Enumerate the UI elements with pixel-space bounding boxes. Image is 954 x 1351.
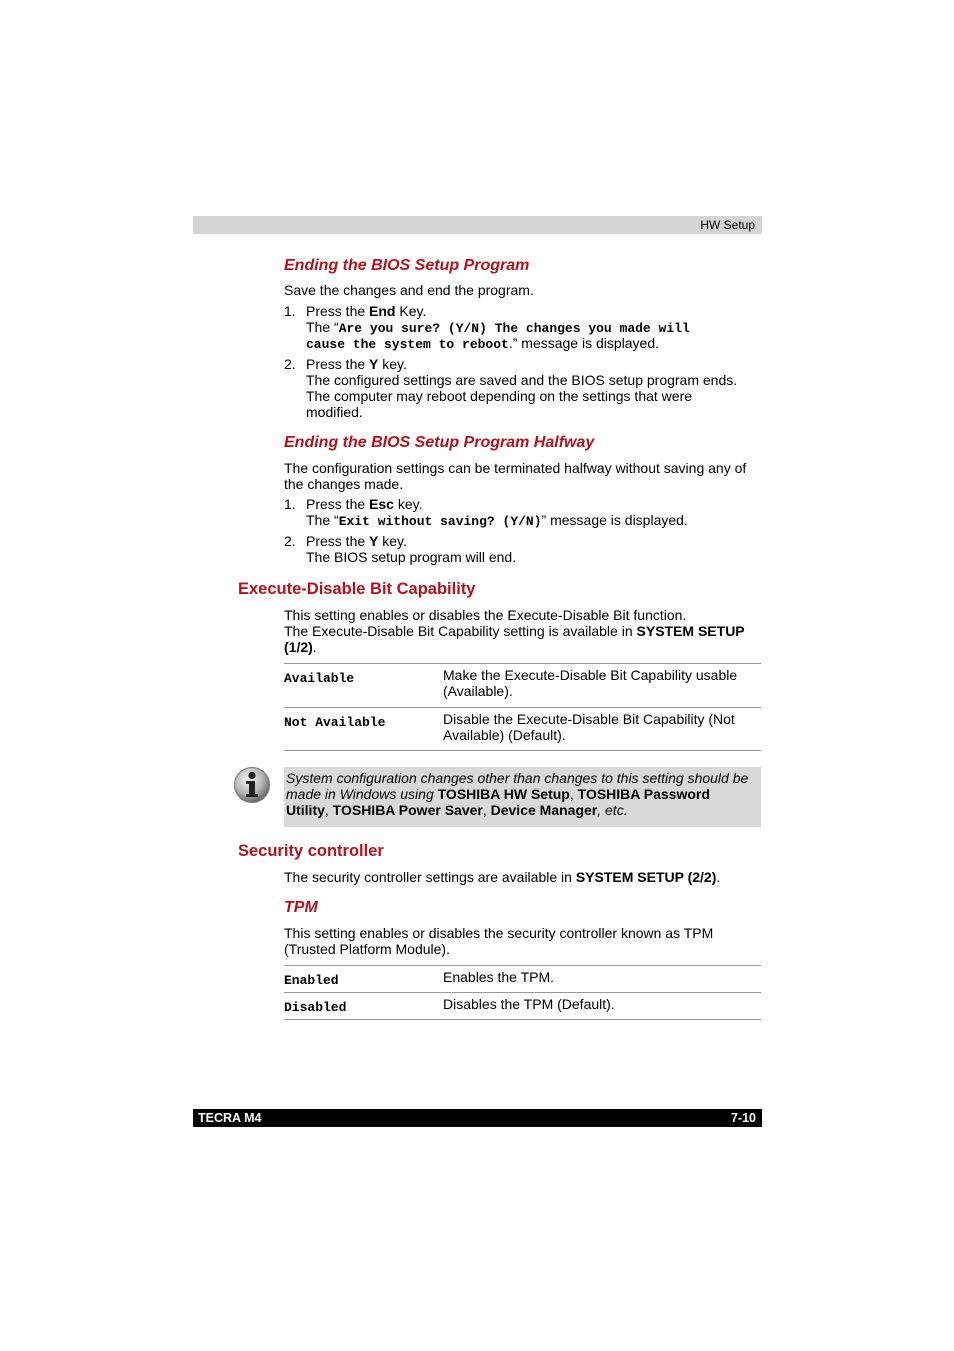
table-rule: [284, 965, 761, 966]
table-rule: [284, 992, 761, 993]
footer-product: TECRA M4: [198, 1111, 262, 1125]
option-available: Available: [284, 671, 355, 686]
footer-page-number: 7-10: [730, 1111, 756, 1125]
heading-security-controller: Security controller: [238, 842, 384, 860]
tpm-para-line2: (Trusted Platform Module).: [284, 941, 450, 957]
option-available-desc-line1: Make the Execute-Disable Bit Capability usable: [443, 667, 738, 683]
ending-intro: Save the changes and end the program.: [284, 282, 534, 298]
running-footer: [193, 1109, 762, 1127]
ending-step1-line2: The “Are you sure? (Y/N) The changes you made will: [306, 319, 690, 336]
option-not-available: Not Available: [284, 715, 386, 730]
reboot-message: Are you sure? (Y/N) The changes you made will: [338, 321, 690, 336]
option-enabled: Enabled: [284, 973, 339, 988]
table-rule: [284, 707, 761, 708]
header-section: HW Setup: [700, 218, 755, 232]
ending-step1-line3: cause the system to reboot.” message is displayed.: [306, 335, 660, 352]
ending-step1: Press the End Key.: [306, 303, 427, 319]
security-para: The security controller settings are available in SYSTEM SETUP (2/2).: [284, 869, 721, 885]
halfway-intro-line1: The configuration settings can be terminated halfway without saving any of: [284, 460, 747, 476]
heading-ending-halfway: Ending the BIOS Setup Program Halfway: [284, 434, 595, 451]
option-disabled-desc: Disables the TPM (Default).: [443, 996, 615, 1012]
note-line3: Utility, TOSHIBA Power Saver, Device Manager, etc.: [286, 802, 628, 818]
exit-message: Exit without saving? (Y/N): [338, 514, 542, 529]
halfway-intro-line2: the changes made.: [284, 476, 404, 492]
running-header: [193, 216, 762, 234]
heading-ending-bios: Ending the BIOS Setup Program: [284, 257, 530, 274]
note-line1: System configuration changes other than changes to this setting should be: [286, 770, 749, 786]
halfway-step1: Press the Esc key.: [306, 496, 423, 512]
table-rule: [284, 750, 761, 751]
ending-step1-number: 1.: [284, 303, 296, 319]
halfway-step1-line2: The “Exit without saving? (Y/N)” message is displayed.: [306, 512, 688, 529]
ending-step2-line3: The computer may reboot depending on the settings that were: [306, 388, 693, 404]
xd-para-line3: (1/2).: [284, 639, 317, 655]
option-not-available-desc-line2: Available) (Default).: [443, 727, 566, 743]
ending-step2-line2: The configured settings are saved and the BIOS setup program ends.: [306, 372, 738, 388]
halfway-step2-line2: The BIOS setup program will end.: [306, 549, 517, 565]
option-not-available-desc-line1: Disable the Execute-Disable Bit Capability (Not: [443, 711, 735, 727]
tpm-para-line1: This setting enables or disables the security controller known as TPM: [284, 925, 714, 941]
note-line2: made in Windows using TOSHIBA HW Setup, TOSHIBA Password: [286, 786, 710, 802]
table-rule: [284, 1019, 761, 1020]
halfway-step2: Press the Y key.: [306, 533, 407, 549]
heading-tpm: TPM: [284, 899, 318, 916]
option-enabled-desc: Enables the TPM.: [443, 969, 555, 985]
heading-execute-disable: Execute-Disable Bit Capability: [238, 580, 476, 598]
ending-step2: Press the Y key.: [306, 356, 407, 372]
ending-step2-line4: modified.: [306, 404, 363, 420]
table-rule: [284, 663, 761, 664]
xd-para-line2: The Execute-Disable Bit Capability setting is available in SYSTEM SETUP: [284, 623, 745, 639]
xd-para-line1: This setting enables or disables the Execute-Disable Bit function.: [284, 607, 687, 623]
halfway-step2-number: 2.: [284, 533, 296, 549]
ending-step2-number: 2.: [284, 356, 296, 372]
option-available-desc-line2: (Available).: [443, 683, 513, 699]
halfway-step1-number: 1.: [284, 496, 296, 512]
option-disabled: Disabled: [284, 1000, 347, 1015]
info-icon: [233, 766, 271, 804]
